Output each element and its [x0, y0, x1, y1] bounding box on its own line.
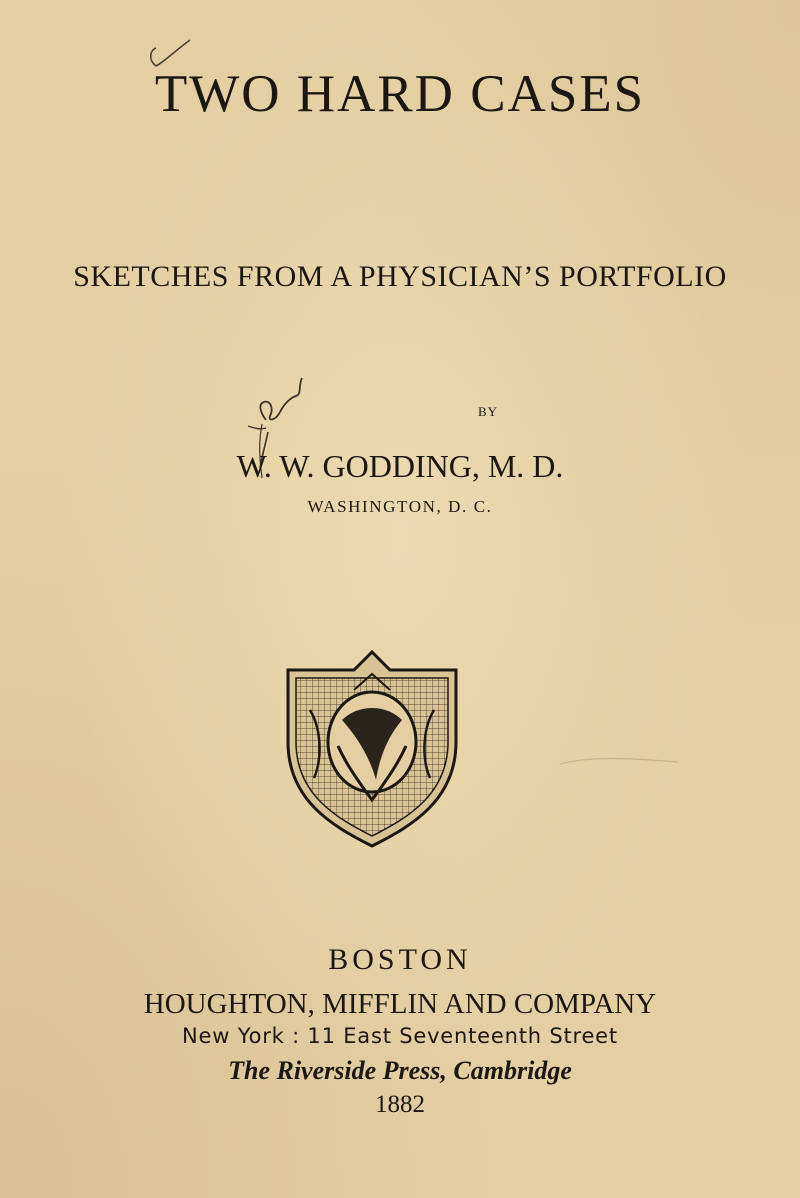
publisher-shield-icon	[282, 650, 462, 848]
faint-flourish	[560, 752, 680, 782]
publisher-address: New York : 11 East Seventeenth Street	[182, 1024, 618, 1048]
publisher-city: BOSTON	[328, 943, 472, 976]
author-name: W. W. GODDING, M. D.	[236, 448, 564, 484]
author-location: WASHINGTON, D. C.	[307, 497, 493, 516]
byline: BY	[478, 404, 499, 419]
printer-press: The Riverside Press, Cambridge	[228, 1056, 572, 1085]
publication-year: 1882	[375, 1091, 425, 1118]
book-subtitle: SKETCHES FROM A PHYSICIAN’S PORTFOLIO	[73, 260, 727, 293]
publisher-name: HOUGHTON, MIFFLIN AND COMPANY	[143, 988, 657, 1020]
book-title: TWO HARD CASES	[154, 65, 646, 123]
